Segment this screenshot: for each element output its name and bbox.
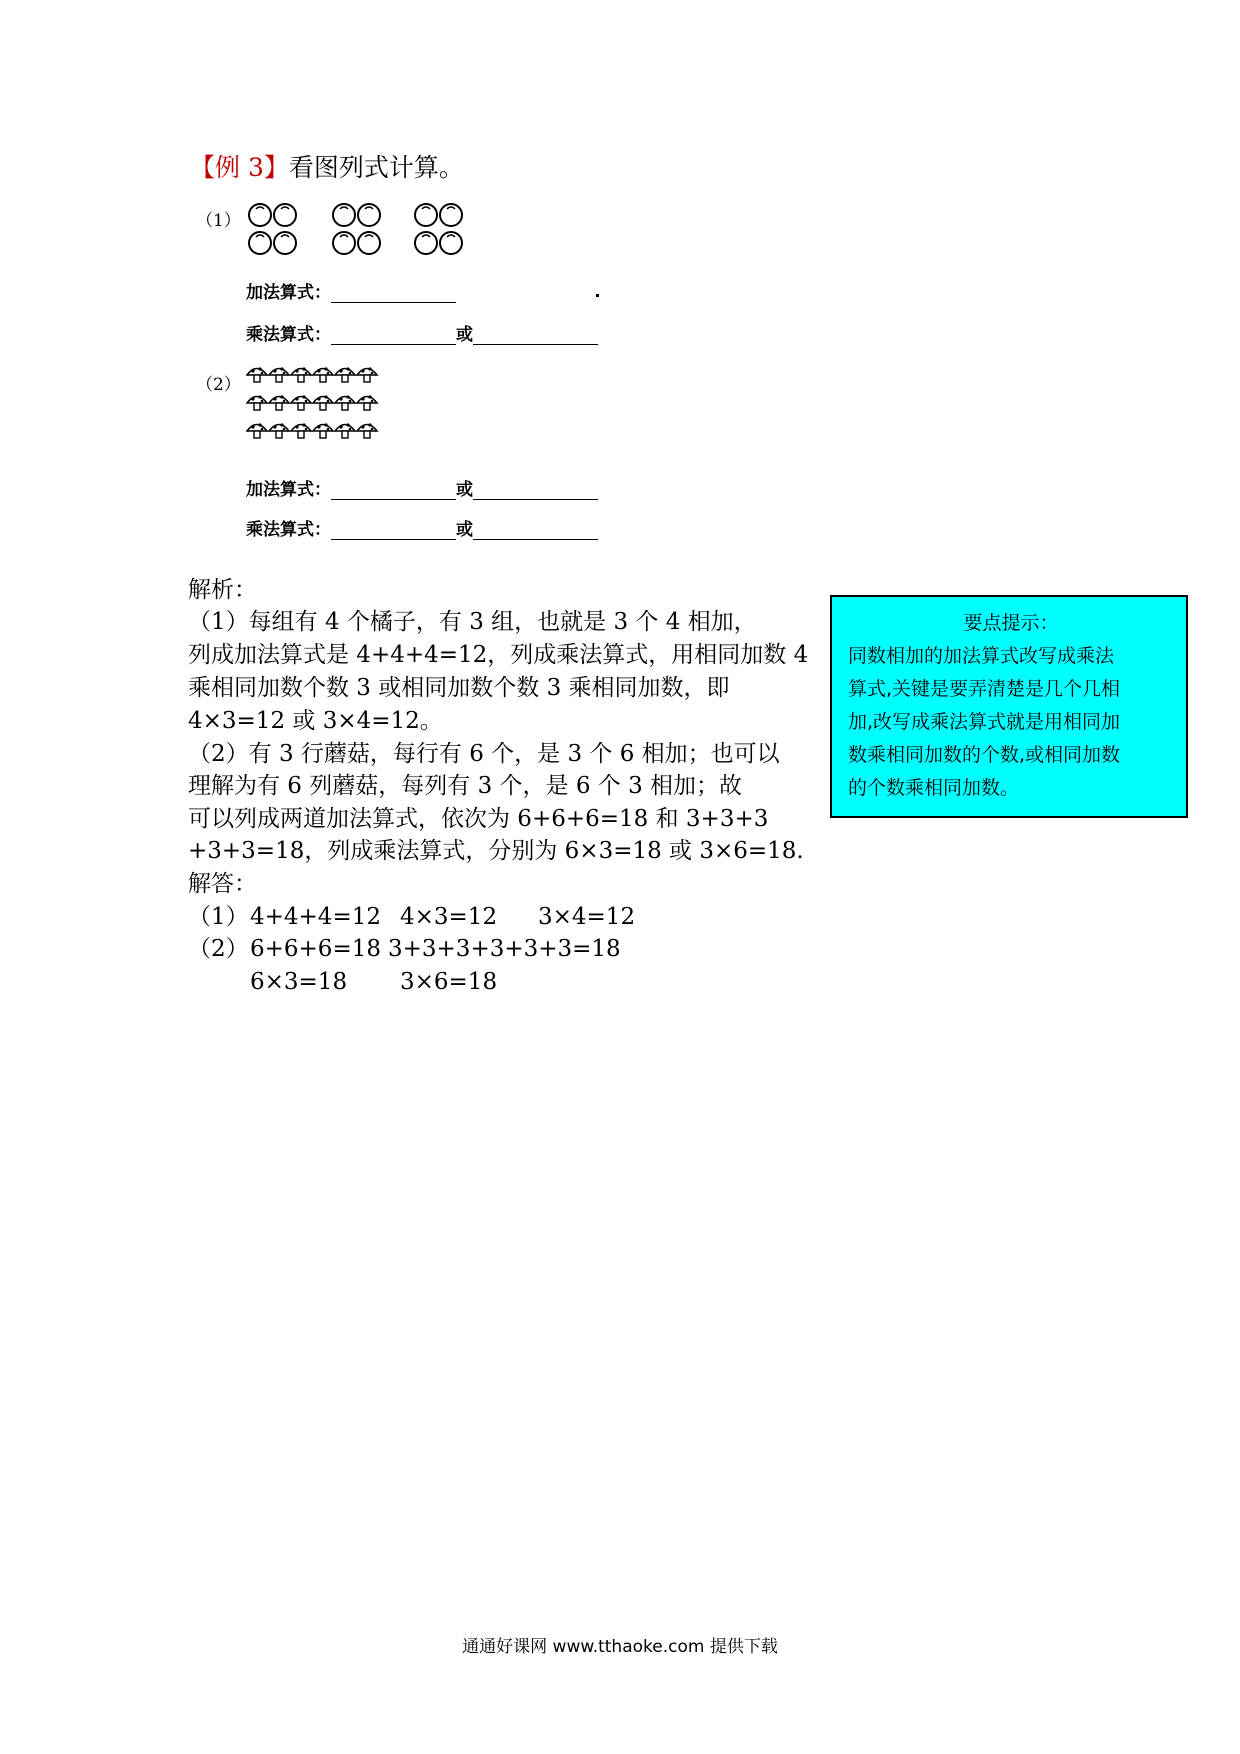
orange-group-2 — [333, 204, 380, 254]
q2-add-label: 加法算式： — [246, 480, 331, 500]
tip-line-2: 算式,关键是要弄清楚是几个几相 — [848, 678, 1121, 700]
tip-title: 要点提示： — [963, 612, 1059, 634]
analysis-line-4: 4×3=12 或 3×4=12。 — [188, 708, 443, 734]
orange-group-3 — [415, 204, 462, 254]
q2-mul-row — [246, 515, 598, 540]
analysis-line-7: 可以列成两道加法算式，依次为 6+6+6=18 和 3+3+3 — [188, 806, 769, 832]
analysis-heading: 解析： — [188, 577, 257, 603]
key-tip-box — [830, 595, 1188, 818]
tip-line-4: 数乘相同加数的个数,或相同加数 — [848, 744, 1121, 766]
answer-row-2-b: 3+3+3+3+3+3=18 — [388, 936, 621, 962]
answer-row-1-b: 4×3=12 — [400, 904, 498, 930]
answer-row-2-num: （2） — [188, 936, 249, 962]
q2-mul-blank-2[interactable] — [473, 521, 598, 540]
orange-picture — [245, 200, 475, 260]
q1-number: （1） — [196, 211, 241, 231]
q2-mul-label: 乘法算式： — [246, 520, 331, 540]
example-tag: 例 3 — [215, 153, 264, 182]
q1-add-row — [246, 278, 456, 303]
analysis-line-8: +3+3=18，列成乘法算式，分别为 6×3=18 或 3×6=18. — [188, 838, 804, 864]
q1-mul-blank-2[interactable] — [473, 326, 598, 345]
answer-row-3-b: 3×6=18 — [400, 969, 498, 995]
tip-line-5: 的个数乘相同加数。 — [848, 777, 1020, 799]
stray-dot — [596, 294, 599, 297]
tip-line-1: 同数相加的加法算式改写成乘法 — [848, 645, 1115, 667]
q2-mul-or: 或 — [456, 520, 473, 540]
example-instruction: 看图列式计算。 — [288, 153, 464, 182]
example-title — [190, 150, 464, 186]
answer-heading: 解答： — [188, 871, 257, 897]
tip-line-3: 加,改写成乘法算式就是用相同加 — [848, 711, 1121, 733]
answer-row-1-a: 4+4+4=12 — [250, 904, 381, 930]
mushroom-row-1 — [247, 367, 377, 382]
q2-add-or: 或 — [456, 480, 473, 500]
analysis-line-5: （2）有 3 行蘑菇，每行有 6 个，是 3 个 6 相加；也可以 — [188, 741, 780, 767]
mushroom-picture — [246, 364, 396, 456]
q1-or: 或 — [456, 325, 473, 345]
q2-add-blank-2[interactable] — [473, 481, 598, 500]
analysis-line-6: 理解为有 6 列蘑菇，每列有 3 个，是 6 个 3 相加；故 — [188, 773, 743, 799]
q2-number: （2） — [196, 375, 241, 395]
page-footer: 通通好课网 www.tthaoke.com 提供下载 — [462, 1637, 778, 1657]
mushroom-row-3 — [247, 423, 377, 438]
q2-add-blank-1[interactable] — [331, 481, 456, 500]
example-tag-close: 】 — [263, 153, 289, 182]
q2-add-row — [246, 475, 598, 500]
answer-row-1-c: 3×4=12 — [538, 904, 636, 930]
answer-row-2-a: 6+6+6=18 — [250, 936, 381, 962]
q2-mul-blank-1[interactable] — [331, 521, 456, 540]
q1-mul-label: 乘法算式： — [246, 325, 331, 345]
analysis-line-2: 列成加法算式是 4+4+4=12，列成乘法算式，用相同加数 4 — [188, 642, 809, 668]
q1-mul-blank-1[interactable] — [331, 326, 456, 345]
mushroom-row-2 — [247, 395, 377, 410]
q1-add-label: 加法算式： — [246, 283, 331, 303]
orange-group-1 — [249, 204, 296, 254]
answer-row-3-a: 6×3=18 — [250, 969, 348, 995]
analysis-line-1: （1）每组有 4 个橘子，有 3 组，也就是 3 个 4 相加， — [188, 609, 757, 635]
analysis-line-3: 乘相同加数个数 3 或相同加数个数 3 乘相同加数，即 — [188, 675, 730, 701]
q1-mul-row — [246, 320, 598, 345]
q1-add-blank[interactable] — [331, 284, 456, 303]
example-tag-open: 【 — [190, 153, 216, 182]
answer-row-1-num: （1） — [188, 904, 249, 930]
